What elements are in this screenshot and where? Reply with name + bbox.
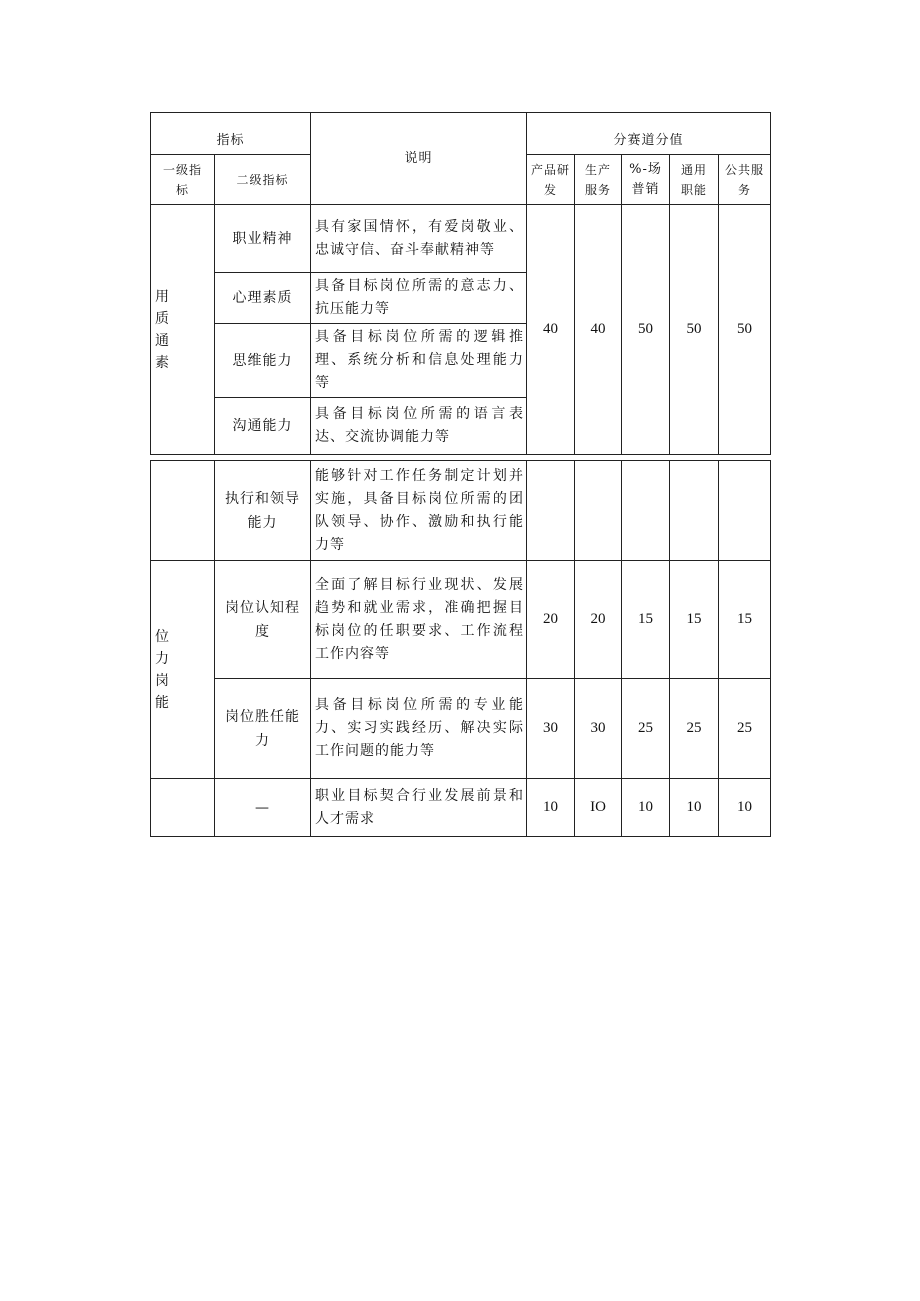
level2-job-competency: 岗位胜任能力 [215, 679, 311, 779]
level1-empty [151, 461, 215, 561]
level2-psychological-quality: 心理素质 [215, 273, 311, 324]
description-job-cognition: 全面了解目标行业现状、发展趋势和就业需求，准确把握目标岗位的任职要求、工作流程工作内容等 [311, 561, 527, 679]
level1-job-competence: 位力岗能 [151, 561, 215, 779]
level2-thinking-ability: 思维能力 [215, 324, 311, 398]
score-marketing: 10 [622, 779, 670, 837]
score-marketing: 15 [622, 561, 670, 679]
header-track-marketing: %-场普销 [622, 155, 670, 205]
description-communication-ability: 具备目标岗位所需的语言表达、交流协调能力等 [311, 398, 527, 455]
header-track-rd: 产品研发 [527, 155, 575, 205]
score-production-empty [575, 461, 622, 561]
header-track-production: 生产服务 [575, 155, 622, 205]
score-production: 40 [575, 205, 622, 455]
description-psychological-quality: 具备目标岗位所需的意志力、抗压能力等 [311, 273, 527, 324]
score-public: 10 [719, 779, 771, 837]
description-thinking-ability: 具备目标岗位所需的逻辑推理、系统分析和信息处理能力等 [311, 324, 527, 398]
level2-job-cognition: 岗位认知程度 [215, 561, 311, 679]
score-marketing: 50 [622, 205, 670, 455]
score-general-empty [670, 461, 719, 561]
score-general: 15 [670, 561, 719, 679]
score-production: 20 [575, 561, 622, 679]
header-level1: 一级指标 [151, 155, 215, 205]
description-professional-spirit: 具有家国情怀，有爱岗敬业、忠诚守信、奋斗奉献精神等 [311, 205, 527, 273]
header-track-public: 公共服务 [719, 155, 771, 205]
score-general: 25 [670, 679, 719, 779]
score-table-bottom [150, 460, 771, 837]
score-rd: 20 [527, 561, 575, 679]
level2-execution-leadership: 执行和领导能力 [215, 461, 311, 561]
level2-professional-spirit: 职业精神 [215, 205, 311, 273]
score-rd-empty [527, 461, 575, 561]
score-general: 50 [670, 205, 719, 455]
level1-general-quality: 用质通素 [151, 205, 215, 455]
score-marketing-empty [622, 461, 670, 561]
level2-communication-ability: 沟通能力 [215, 398, 311, 455]
description-job-competency: 具备目标岗位所需的专业能力、实习实践经历、解决实际工作问题的能力等 [311, 679, 527, 779]
score-rd: 40 [527, 205, 575, 455]
score-table-top [150, 112, 771, 455]
score-general: 10 [670, 779, 719, 837]
score-production: IO [575, 779, 622, 837]
score-rd: 10 [527, 779, 575, 837]
description-execution-leadership: 能够针对工作任务制定计划并实施，具备目标岗位所需的团队领导、协作、激励和执行能力等 [311, 461, 527, 561]
level1-empty [151, 779, 215, 837]
score-public-empty [719, 461, 771, 561]
header-description: 说明 [311, 113, 527, 205]
score-public: 25 [719, 679, 771, 779]
score-production: 30 [575, 679, 622, 779]
score-public: 50 [719, 205, 771, 455]
score-public: 15 [719, 561, 771, 679]
header-level2: 二级指标 [215, 155, 311, 205]
header-score-group: 分赛道分值 [527, 113, 771, 155]
description-career-goal: 职业目标契合行业发展前景和人才需求 [311, 779, 527, 837]
level2-dash: — [215, 779, 311, 837]
score-marketing: 25 [622, 679, 670, 779]
header-track-general: 通用职能 [670, 155, 719, 205]
score-rd: 30 [527, 679, 575, 779]
header-indicator: 指标 [151, 113, 311, 155]
